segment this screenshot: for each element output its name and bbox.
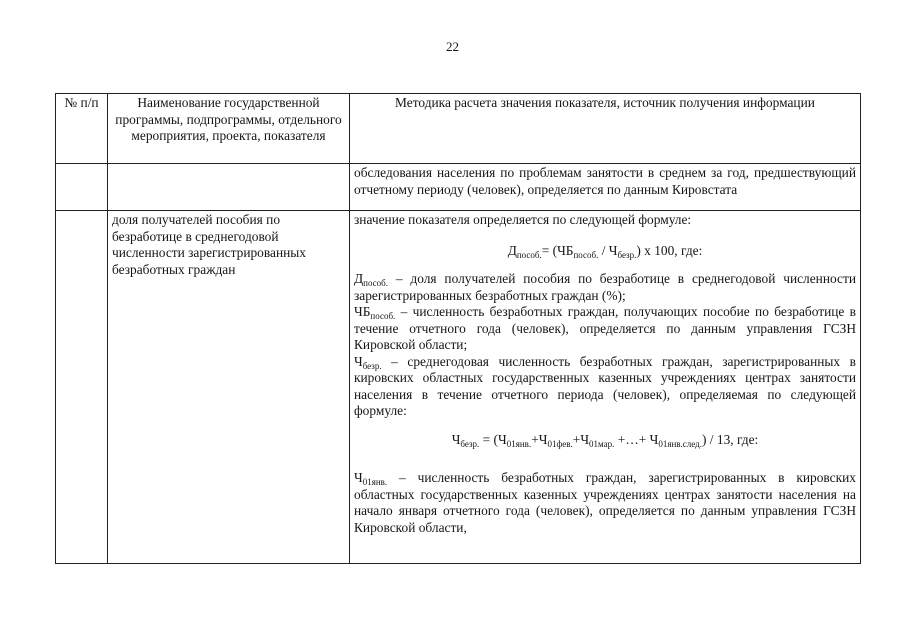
header-name: Наименование государственной программы, подпрограммы, отдельного мероприятия, проекта, показателя: [108, 94, 350, 164]
header-number: № п/п: [56, 94, 108, 164]
definition-recipients: $ЧБ_{пособ.}$ – численность безработных граждан, получающих пособие по безработице в течение отчетного года (человек), определяется по данным управления ГСЗН Кировской области;: [354, 304, 856, 352]
table-header-row: [56, 94, 861, 164]
cell-number: [56, 211, 108, 564]
formula-share: $Д_{пособ.}= (ЧБ_{пособ.} / Ч_{безр.})$ х 100, где:: [507, 242, 703, 260]
definition-january: $Ч_{01янв.}$ – численность безработных граждан, зарегистрированных в кировских областных государственных казенных учреждениях центрах занятости населения на начало января отчетного года (человек), определяется по данным управления ГСЗН Кировской области,: [354, 470, 856, 535]
definition-share: $Д_{пособ.}$ – доля получателей пособия по безработице в среднегодовой численности зарегистрированных безработных граждан (%);: [354, 271, 856, 303]
method-intro: значение показателя определяется по следующей формуле:: [354, 212, 692, 227]
table-row: [56, 164, 861, 211]
cell-name: [108, 164, 350, 211]
indicator-name: доля получателей пособия по безработице в среднегодовой численности зарегистрированных безработных граждан: [108, 211, 350, 564]
formula-average: $Ч_{безр.} = (Ч_{01янв.}+Ч_{01фев.}+Ч_{01мар.}$ +…+ $Ч_{01янв.след.}) / 13$, где:: [451, 431, 759, 449]
table-row: [56, 211, 861, 564]
cell-continuation-text: обследования населения по проблемам занятости в среднем за год, предшествующий отчетному периоду (человек), определяется по данным Кировстата: [350, 164, 861, 211]
header-method: Методика расчета значения показателя, источник получения информации: [350, 94, 861, 164]
definition-average-unemployed: $Ч_{безр.}$ – среднегодовая численность безработных граждан, зарегистрированных в кировских областных государственных казенных учреждениях центрах занятости населения в течение отчетного периода (человек), определяемая по следующей формуле:: [354, 353, 856, 418]
cell-method: [350, 211, 861, 564]
page-number: 22: [446, 39, 459, 54]
methodology-table: [55, 93, 861, 564]
cell-number: [56, 164, 108, 211]
